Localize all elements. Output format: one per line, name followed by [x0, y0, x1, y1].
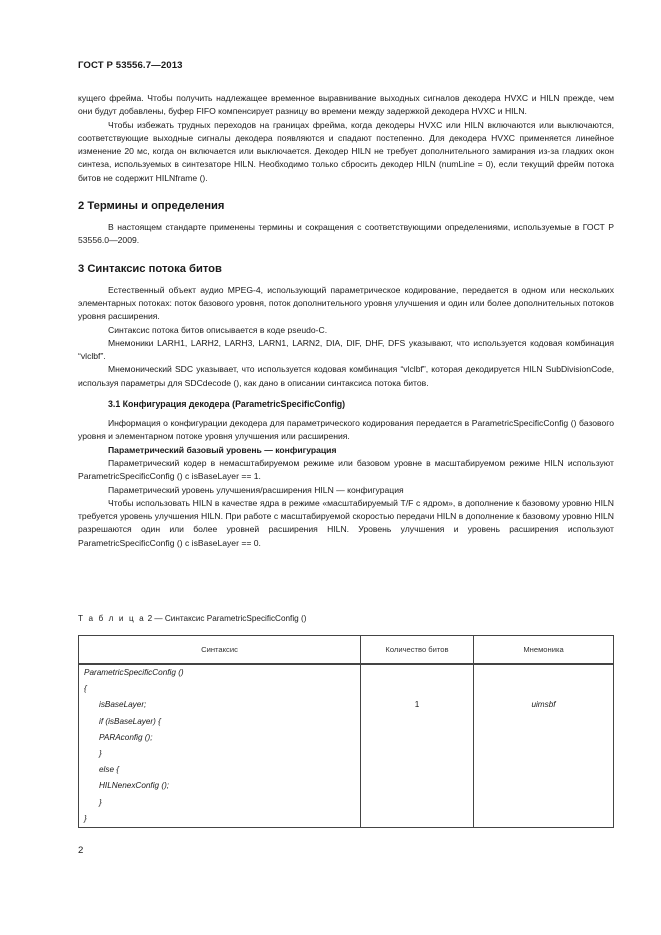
paragraph: Синтаксис потока битов описывается в коде pseudo-C. — [108, 324, 328, 335]
syntax-line: } — [84, 813, 87, 823]
mnemonic-cell — [474, 714, 613, 730]
column-header-syntax: Синтаксис — [79, 636, 361, 665]
paragraph: Чтобы использовать HILN в качестве ядра в режиме «масштабируемый T/F с ядром», в дополнение к базовому уровню HILN требуется уровень улучшения HILN. При работе с масштабируемой скоростью передачи HILN в дополнение к базовому уровню HILN разрешаются один или более уровней расширения HILN. Уровень улучшения и уровень расширения используют ParametricSpecificConfig () с isBaseLayer == 0. — [78, 497, 614, 548]
mnemonic-cell: uimsbf — [531, 700, 556, 710]
paragraph: Параметрический уровень улучшения/расширения HILN — конфигурация — [108, 484, 404, 495]
page-number: 2 — [78, 845, 84, 856]
section-heading: 3 Синтаксис потока битов — [78, 262, 222, 275]
bits-cell — [361, 811, 473, 827]
syntax-line: isBaseLayer; — [99, 700, 147, 710]
mnemonic-cell — [474, 811, 613, 827]
bits-cell — [361, 762, 473, 778]
column-header-bits: Количество битов — [361, 636, 474, 665]
bits-cell — [361, 746, 473, 762]
bits-cell: 1 — [414, 700, 420, 710]
table-caption — [78, 614, 306, 623]
paragraph: Чтобы избежать трудных переходов на границах фрейма, когда декодеры HVXC или HILN включаются или выключаются, соответствующие выходные сигналы декодера появляются и спадают постепенно. Для декодера HVXC применяется линейное изменение 20 мс, когда он включается или выключается. Декодер HILN не требует дополнительного замирания из-за гладких окон синтеза, используемых в синтезаторе HILN. Необходимо только сбросить декодер HILN (numLine = 0), если текущий фрейм потока битов не содержит HILNframe (). — [78, 119, 614, 183]
document-id: ГОСТ Р 53556.7—2013 — [78, 60, 183, 71]
mnemonic-cell — [474, 681, 613, 697]
syntax-line: else { — [99, 765, 120, 775]
bits-column — [361, 664, 474, 827]
paragraph: Информация о конфигурации декодера для параметрического кодирования передается в ParametricSpecificConfig () базового уровня и элементарном потоке уровня улучшения или расширения. — [78, 418, 614, 442]
table-caption-prefix: Т а б л и ц а — [78, 614, 146, 623]
syntax-column — [79, 664, 361, 827]
bits-cell — [361, 681, 473, 697]
syntax-line: if (isBaseLayer) { — [99, 716, 161, 726]
bits-cell — [361, 730, 473, 746]
syntax-line: } — [99, 748, 102, 758]
paragraph: Мнемонический SDC указывает, что используется кодовая комбинация “vlclbf”, которая декодируется HILN SubDivisionCode, используя параметры для SDCdecode (), как дано в описании синтаксиса потока битов. — [78, 364, 614, 388]
column-header-mnemonic: Мнемоника — [474, 636, 614, 665]
mnemonic-cell — [474, 730, 613, 746]
body-text — [78, 92, 614, 550]
paragraph: Параметрический кодер в немасштабируемом режиме или базовом уровне в масштабируемом режиме HILN используют ParametricSpecificConfig () с isBaseLayer == 1. — [78, 457, 614, 482]
mnemonic-cell — [474, 778, 613, 794]
subsection-heading: 3.1 Конфигурация декодера (ParametricSpecificConfig) — [108, 399, 346, 410]
bits-cell — [361, 665, 473, 681]
mnemonic-cell — [474, 762, 613, 778]
mnemonic-cell — [474, 665, 613, 681]
syntax-line: } — [99, 797, 102, 807]
syntax-line: ParametricSpecificConfig () — [84, 668, 184, 677]
syntax-line: { — [84, 684, 87, 694]
paragraph: Мнемоники LARH1, LARH2, LARH3, LARN1, LARN2, DIA, DIF, DHF, DFS указывают, что используется кодовая комбинация “vlclbf”. — [78, 337, 614, 362]
syntax-table — [78, 635, 614, 828]
paragraph: Естественный объект аудио MPEG-4, использующий параметрическое кодирование, передается в одном или нескольких элементарных потоках: поток базового уровня, поток дополнительного уровня улучшения и один или более дополнительных потоков уровня расширения. — [78, 284, 614, 322]
syntax-line: PARAconfig (); — [99, 732, 153, 742]
syntax-line: HILNenexConfig (); — [99, 781, 170, 791]
bits-cell — [361, 795, 473, 811]
paragraph: В настоящем стандарте применены термины и сокращения с соответствующими определениями, используемые в ГОСТ Р 53556.0—2009. — [78, 222, 614, 246]
table-caption-text: 2 — Синтаксис ParametricSpecificConfig () — [145, 614, 307, 623]
bits-cell — [361, 714, 473, 730]
section-heading: 2 Термины и определения — [78, 200, 225, 213]
paragraph-bold: Параметрический базовый уровень — конфигурация — [108, 444, 337, 455]
mnemonic-column — [474, 664, 614, 827]
bits-cell — [361, 778, 473, 794]
mnemonic-cell — [474, 746, 613, 762]
mnemonic-cell — [474, 795, 613, 811]
paragraph: кущего фрейма. Чтобы получить надлежащее временное выравнивание выходных сигналов декодера HVXC и HILN прежде, чем они будут добавлены, буфер FIFO компенсирует разницу во времени между задержкой декодера HVXC и HILN. — [78, 93, 614, 117]
